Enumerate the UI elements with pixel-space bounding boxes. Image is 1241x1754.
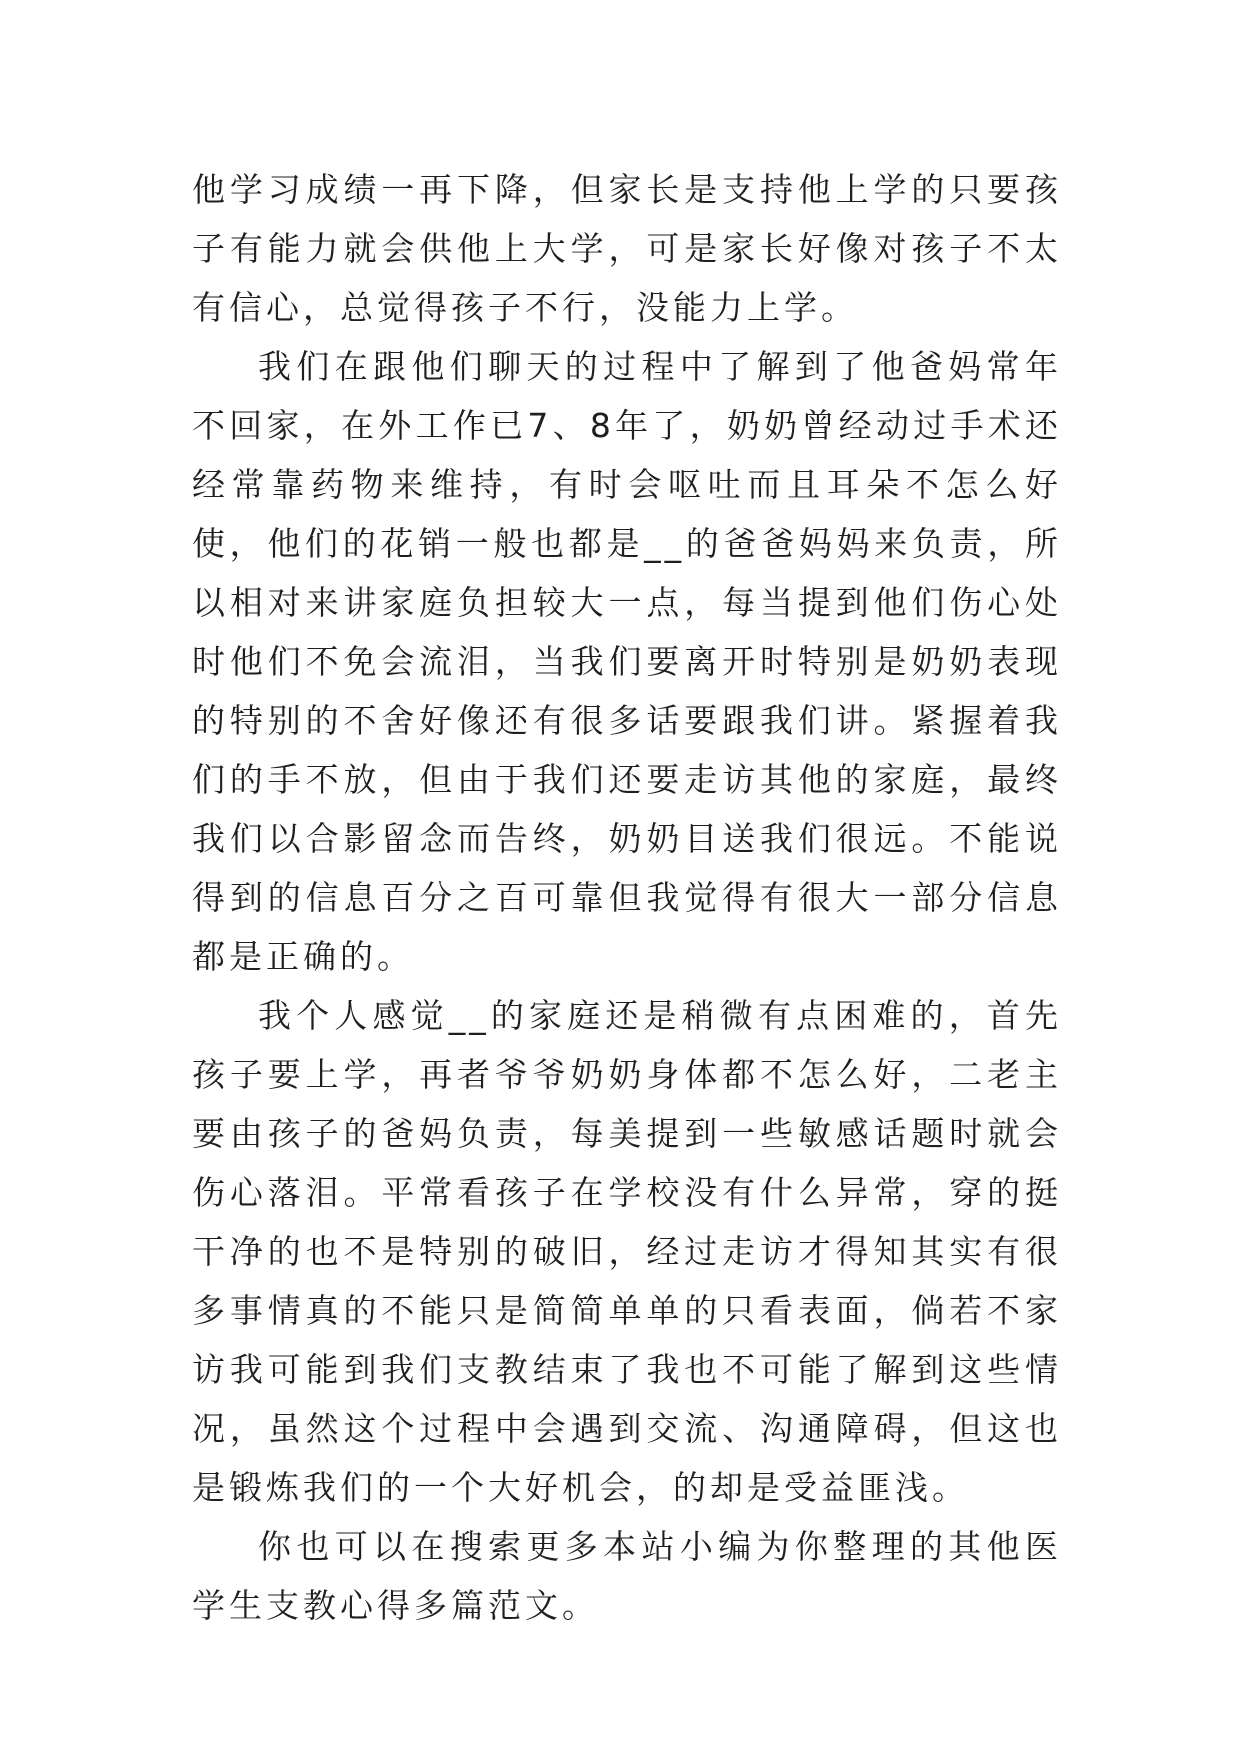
paragraph-3: 我个人感觉__的家庭还是稍微有点困难的，首先孩子要上学，再者爷爷奶奶身体都不怎么好，二老主要由孩子的爸妈负责，每美提到一些敏感话题时就会伤心落泪。平常看孩子在学校没有什么异常，穿的挺干净的也不是特别的破旧，经过走访才得知其实有很多事情真的不能只是简简单单的只看表面，倘若不家访我可能到我们支教结束了我也不可能了解到这些情况，虽然这个过程中会遇到交流、沟通障碍，但这也是锻炼我们的一个大好机会，的却是受益匪浅。 xyxy=(192,996,1062,1507)
paragraph-1: 他学习成绩一再下降，但家长是支持他上学的只要孩子有能力就会供他上大学，可是家长好像对孩子不太有信心，总觉得孩子不行，没能力上学。 xyxy=(192,170,1062,327)
paragraph-4: 你也可以在搜索更多本站小编为你整理的其他医学生支教心得多篇范文。 xyxy=(192,1527,1062,1625)
paragraph-2: 我们在跟他们聊天的过程中了解到了他爸妈常年不回家，在外工作已7、8年了，奶奶曾经动过手术还经常靠药物来维持，有时会呕吐而且耳朵不怎么好使，他们的花销一般也都是__的爸爸妈妈来负责，所以相对来讲家庭负担较大一点，每当提到他们伤心处时他们不免会流泪，当我们要离开时特别是奶奶表现的特别的不舍好像还有很多话要跟我们讲。紧握着我们的手不放，但由于我们还要走访其他的家庭，最终我们以合影留念而告终，奶奶目送我们很远。不能说得到的信息百分之百可靠但我觉得有很大一部分信息都是正确的。 xyxy=(192,347,1062,976)
document-body xyxy=(192,160,1062,1635)
